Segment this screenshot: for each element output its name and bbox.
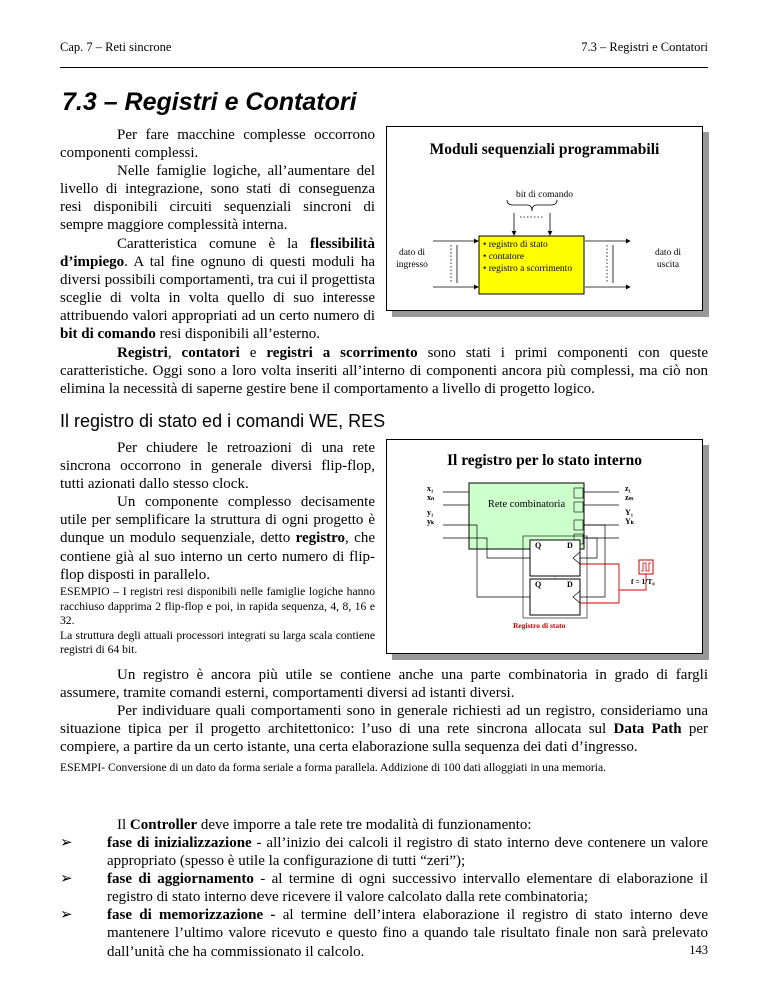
label-zm: zₘ [625, 493, 634, 502]
arrow-bullet-icon: ➢ [60, 907, 73, 924]
term-contatori: contatori [181, 345, 240, 361]
phase-list [60, 834, 708, 961]
label-xn: xₙ [427, 493, 435, 502]
intro-text [60, 126, 375, 343]
page-number: 143 [689, 943, 708, 957]
output-label: dato di uscita [654, 248, 682, 270]
phase-name: fase di aggiornamento [107, 871, 254, 888]
label-y1: y₁ [427, 508, 434, 517]
intro-p1: Per fare macchine complesse occorrono componenti complessi. [60, 127, 375, 162]
figure-modules [386, 126, 703, 311]
body-p2a: Per individuare quali comportamenti sono in generale richiesti ad un registro, consideriamo una situazione tipica per il progetto architettonico: l’uso di una rete sincrona allocata sul [60, 703, 708, 738]
ff1-q: Q [535, 541, 542, 550]
phase-text: - all’inizio dei calcoli il registro di stato interno deve contenere un valore appropriato (spesso è utile la configurazione di tutti “zeri”); [107, 835, 709, 870]
module-item: • contatore [483, 252, 525, 262]
intro-p3b: flessibilità d’impiego [60, 235, 375, 270]
body-p2c: per compiere, a partire da un certo istante, una certa elaborazione sulla sequenza dei dati d’ingresso. [60, 721, 709, 756]
header-chapter: Cap. 7 – Reti sincrone [60, 40, 172, 54]
figure-register [386, 439, 703, 654]
section-text [60, 439, 375, 584]
intro-p4-rest: sono stati i primi componenti con queste caratteristiche. Oggi sono a loro volta inseriti all’interno di componenti ancora più complessi, ma ciò non elimina la necessità di saperne gestire bene il comportamento a livello di progetto logico. [60, 345, 709, 398]
list-item [60, 906, 708, 960]
ffn-q: Q [535, 580, 542, 589]
term-registri-scorrimento: registri a scorrimento [266, 345, 418, 361]
arrow-bullet-icon: ➢ [60, 871, 73, 888]
sep-text: , [167, 345, 182, 361]
body-p1: Un registro è ancora più utile se contiene anche una parte combinatoria in grado di fargli assumere, tramite comandi esterni, comportamenti diversi ad istanti diversi. [60, 667, 708, 702]
label-z1: z₁ [625, 484, 631, 493]
example-2: La struttura degli attuali processori integrati su larga scala contiene registri di 64 bit. [60, 628, 375, 656]
ffn-d: D [567, 580, 573, 589]
module-list [483, 239, 572, 275]
phase-text: - al termine di ogni successivo intervallo elementare di elaborazione il registro di stato interno deve ricevere il valore calcolato dalla rete combinatoria; [107, 871, 708, 906]
controller-intro [60, 816, 708, 834]
ff1-d: D [567, 541, 573, 550]
term-registro: registro [295, 530, 346, 547]
control-bits-label: bit di comando [516, 190, 573, 200]
module-item: • registro a scorrimento [483, 264, 573, 274]
arrow-bullet-icon: ➢ [60, 835, 73, 851]
section-p2c: , che contiene già al suo interno un certo numero di flip-flop disposti in parallelo. [60, 530, 375, 583]
examples-line: ESEMPI- Conversione di un dato da forma seriale a forma parallela. Addizione di 100 dati alloggiati in una memoria. [60, 761, 607, 774]
figure-modules-diagram [387, 127, 702, 310]
figure-modules-title: Moduli sequenziali programmabili [429, 141, 660, 158]
intro-p3c: . A tal fine ognuno di questi moduli ha diversi possibili comportamenti, tra cui il progettista sceglie di volta in volta quello di suo interesse attribuendo valori appropriati ad un certo numero di [60, 253, 375, 324]
intro-p3e: resi disponibili all’esterno. [155, 326, 320, 343]
list-item [60, 870, 708, 906]
input-label: dato di ingresso [396, 248, 428, 270]
intro-p3d: bit di comando [60, 326, 156, 343]
intro-p4 [60, 344, 708, 398]
controller-intro-a: Il [117, 817, 130, 833]
section-p1: Per chiudere le retroazioni di una rete sincrona occorrono in generale diversi flip-flop, tutti azionati dallo stesso clock. [60, 440, 375, 493]
intro-p2: Nelle famiglie logiche, all’aumentare del livello di integrazione, sono stati di conseguenza resi disponibili circuiti sequenziali sincroni di sempre maggiore complessità interna. [60, 163, 375, 234]
page-title: 7.3 – Registri e Contatori [62, 88, 357, 116]
clock-frequency: f = 1/T₀ [631, 577, 655, 586]
sep-text: e [239, 345, 267, 361]
header-rule [60, 67, 708, 68]
section-p2a: Un componente complesso decisamente utile per semplificare la struttura di ogni progetto è dunque un modulo sequenziale, detto [60, 494, 375, 547]
label-Y1: Y₁ [625, 508, 634, 517]
module-item: • registro di stato [483, 240, 548, 250]
phase-text: al termine dell’intera elaborazione il registro di stato interno deve mantenere l’ultimo valore ricevuto e questo fino a quando tale risultato finale non sarà prelevato dall’unità che ha commissionato il calcolo. [107, 907, 709, 960]
header-section: 7.3 – Registri e Contatori [581, 40, 708, 54]
body-text [60, 666, 708, 756]
register-label: Registro di stato [513, 621, 566, 630]
label-Yk: Yₖ [625, 517, 635, 526]
phase-name: fase di inizializzazione [107, 835, 252, 851]
phase-name: fase di memorizzazione - [107, 907, 276, 924]
rete-label: Rete combinatoria [487, 499, 566, 510]
term-data-path: Data Path [613, 721, 682, 738]
term-registri: Registri [117, 345, 168, 361]
example-note [60, 585, 375, 658]
figure-register-title: Il registro per lo stato interno [446, 452, 643, 469]
list-item [60, 834, 708, 870]
output-labels [625, 484, 634, 526]
rete-box [469, 483, 584, 549]
controller-intro-c: deve imporre a tale rete tre modalità di funzionamento: [197, 817, 532, 833]
example-1: ESEMPIO – I registri resi disponibili nelle famiglie logiche hanno racchiuso dapprima 2 flip-flop e poi, in rapida sequenza, 4, 8, 16 e 32. [60, 585, 375, 627]
section-heading: Il registro di stato ed i comandi WE, RES [60, 411, 386, 431]
term-controller: Controller [129, 817, 198, 833]
label-x1: x₁ [427, 484, 434, 493]
label-yk: yₖ [427, 517, 435, 526]
input-labels [427, 484, 434, 526]
intro-p3a: Caratteristica comune è la [117, 235, 310, 252]
